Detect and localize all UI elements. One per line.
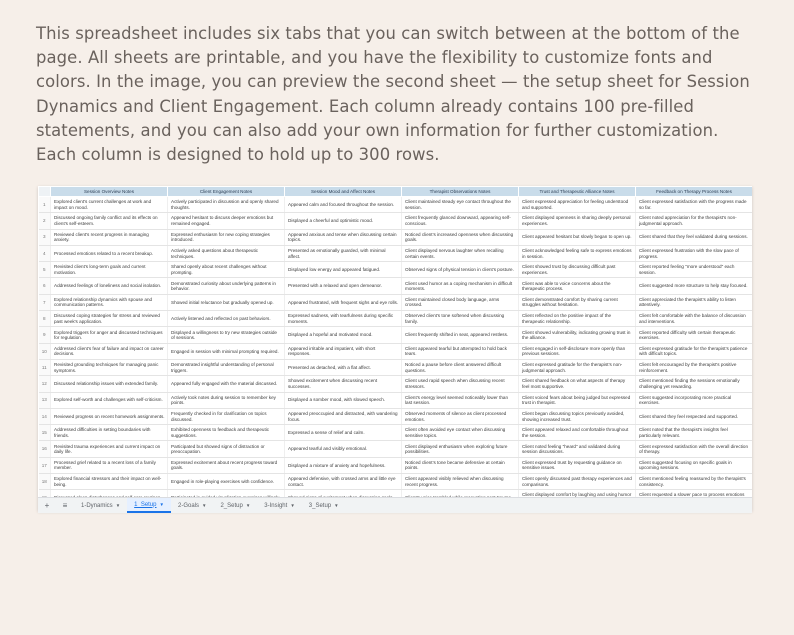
table-row — [39, 229, 753, 245]
grid-cell[interactable]: Engaged in role-playing exercises with confidence. — [168, 474, 285, 490]
grid-cell[interactable]: Client mentioned feeling reassured by the therapist's consistency. — [636, 474, 753, 490]
grid-cell[interactable]: Displayed a hopeful and motivated mood. — [285, 327, 402, 343]
grid-cell[interactable]: Addressed feelings of loneliness and social isolation. — [51, 278, 168, 294]
sheet-tab-label: 2_Setup — [220, 502, 243, 509]
dropdown-arrow-icon[interactable]: ▼ — [245, 503, 251, 508]
grid-cell[interactable]: Explored client's current challenges at work and impact on mood. — [51, 197, 168, 213]
grid-cell[interactable]: Client demonstrated comfort by sharing current struggles without hesitation. — [519, 294, 636, 310]
grid-cell[interactable]: Appeared defensive, with crossed arms and little eye contact. — [285, 474, 402, 490]
dropdown-arrow-icon[interactable]: ▼ — [202, 503, 207, 508]
grid-cell[interactable]: Client frequently shifted in seat, appeared restless. — [402, 327, 519, 343]
grid-cell[interactable]: Expressed sadness, with tearfulness during specific moments. — [285, 311, 402, 327]
grid-cell[interactable]: Processed emotions related to a recent breakup. — [51, 245, 168, 261]
row-number[interactable]: 11 — [39, 359, 51, 375]
grid-cell[interactable]: Discussed ongoing family conflict and its effects on client's self-esteem. — [51, 213, 168, 229]
grid-cell[interactable]: Client often avoided eye contact when discussing sensitive topics. — [402, 425, 519, 441]
header-row — [39, 187, 753, 197]
sheet-tab[interactable] — [171, 498, 213, 513]
grid-cell[interactable]: Appeared frustrated, with frequent sighs and eye rolls. — [285, 294, 402, 310]
grid-cell[interactable]: Client's energy level seemed noticeably lower than last session. — [402, 392, 519, 408]
grid-cell[interactable]: Actively participated in discussion and openly shared thoughts. — [168, 197, 285, 213]
grid-cell[interactable]: Client frequently glanced downward, appearing self-conscious. — [402, 213, 519, 229]
grid-cell[interactable]: Discussed relationship issues with extended family. — [51, 376, 168, 392]
grid-cell[interactable]: Client requested a slower pace to process emotions — [636, 490, 753, 506]
sheet-tab-label: 3-Insight — [264, 502, 288, 509]
grid-cell[interactable]: Addressed client's fear of failure and impact on career decisions. — [51, 343, 168, 359]
grid-cell[interactable]: Presented as detached, with a flat affect. — [285, 359, 402, 375]
grid-cell[interactable]: Client expressed frustration with the slow pace of progress. — [636, 245, 753, 261]
grid-cell[interactable]: Client was able to voice concerns about the therapeutic process. — [519, 278, 636, 294]
grid-cell[interactable]: Client expressed satisfaction with the overall direction of therapy. — [636, 441, 753, 457]
grid-cell[interactable]: Explored triggers for anger and discussed techniques for regulation. — [51, 327, 168, 343]
row-number[interactable]: 9 — [39, 327, 51, 343]
grid-cell[interactable]: Client shared they feel respected and supported. — [636, 408, 753, 424]
grid-cell[interactable]: Client maintained steady eye contact throughout the session. — [402, 197, 519, 213]
grid-cell[interactable]: Presented as emotionally guarded, with minimal affect. — [285, 245, 402, 261]
grid-cell[interactable]: Client reported feeling "more understood" each session. — [636, 262, 753, 278]
grid-cell[interactable]: Processed grief related to a recent loss of a family member. — [51, 457, 168, 473]
table-row — [39, 278, 753, 294]
grid-cell[interactable]: Client used rapid speech when discussing recent stressors. — [402, 376, 519, 392]
grid-cell[interactable]: Displayed a willingness to try new strategies outside of sessions. — [168, 327, 285, 343]
dropdown-arrow-icon[interactable]: ▼ — [334, 503, 339, 508]
grid-cell[interactable]: Discussed coping strategies for stress and reviewed past week's application. — [51, 311, 168, 327]
sheet-tab[interactable] — [257, 498, 301, 513]
grid-cell[interactable]: Appeared hesitant to discuss deeper emotions but remained engaged. — [168, 213, 285, 229]
add-sheet-icon[interactable]: + — [44, 501, 50, 510]
table-row — [39, 474, 753, 490]
sheet-tab[interactable] — [213, 498, 257, 513]
grid-cell[interactable]: Client showed vulnerability, indicating growing trust in the alliance. — [519, 327, 636, 343]
row-number[interactable]: 15 — [39, 425, 51, 441]
row-number[interactable]: 8 — [39, 311, 51, 327]
grid-cell[interactable]: Client noted appreciation for the therapist's non-judgmental approach. — [636, 213, 753, 229]
grid-cell[interactable]: Showed excitement when discussing recent successes. — [285, 376, 402, 392]
grid-cell[interactable]: Shared openly about recent challenges without prompting. — [168, 262, 285, 278]
row-number[interactable]: 10 — [39, 343, 51, 359]
sheet-tab[interactable] — [302, 498, 346, 513]
grid-cell[interactable]: Client appeared relaxed and comfortable throughout the session. — [519, 425, 636, 441]
grid-cell[interactable]: Participated but showed signs of distraction or preoccupation. — [168, 441, 285, 457]
setup-table — [38, 186, 752, 507]
grid-cell[interactable]: Appeared irritable and impatient, with short responses. — [285, 343, 402, 359]
grid-cell[interactable]: Appeared tearful and visibly emotional. — [285, 441, 402, 457]
table-row — [39, 343, 753, 359]
grid-cell[interactable]: Client expressed appreciation for feeling understood and supported. — [519, 197, 636, 213]
grid-cell[interactable]: Client felt comfortable with the balance of discussion and interventions. — [636, 311, 753, 327]
grid-cell[interactable]: Client expressed trust by requesting guidance on sensitive issues. — [519, 457, 636, 473]
grid-cell[interactable]: Expressed enthusiasm for new coping strategies introduced. — [168, 229, 285, 245]
table-row — [39, 197, 753, 213]
grid-cell[interactable]: Actively asked questions about therapeutic techniques. — [168, 245, 285, 261]
grid-cell[interactable]: Reviewed client's recent progress in managing anxiety. — [51, 229, 168, 245]
sheet-tab[interactable] — [74, 498, 127, 513]
grid-cell[interactable]: Expressed excitement about recent progress toward goals. — [168, 457, 285, 473]
grid-cell[interactable]: Client began discussing topics previously avoided, showing increased trust. — [519, 408, 636, 424]
table-row — [39, 294, 753, 310]
grid-cell[interactable]: Explored financial stressors and their impact on well-being. — [51, 474, 168, 490]
all-sheets-menu-icon[interactable]: ≡ — [62, 501, 68, 510]
grid-cell[interactable]: Client appeared tearful but attempted to hold back tears. — [402, 343, 519, 359]
grid-cell[interactable]: Demonstrated curiosity about underlying patterns in behavior. — [168, 278, 285, 294]
grid-cell[interactable]: Actively listened and reflected on past behaviors. — [168, 311, 285, 327]
grid-cell[interactable]: Client expressed satisfaction with the progress made so far. — [636, 197, 753, 213]
row-number[interactable]: 16 — [39, 441, 51, 457]
table-row — [39, 457, 753, 473]
grid-cell[interactable]: Exhibited openness to feedback and therapeutic suggestions. — [168, 425, 285, 441]
row-number[interactable]: 12 — [39, 376, 51, 392]
grid-cell[interactable]: Client noted that the therapist's insights feel particularly relevant. — [636, 425, 753, 441]
grid-cell[interactable]: Revisited trauma experiences and current impact on daily life. — [51, 441, 168, 457]
spreadsheet-grid[interactable] — [38, 186, 752, 511]
grid-cell[interactable]: Noticed a pause before client answered difficult questions. — [402, 359, 519, 375]
grid-cell[interactable]: Displayed a cheerful and optimistic mood. — [285, 213, 402, 229]
grid-cell[interactable]: Client openly discussed past therapy experiences and comparisons. — [519, 474, 636, 490]
grid-cell[interactable]: Client suggested focusing on specific goals in upcoming sessions. — [636, 457, 753, 473]
grid-cell[interactable]: Addressed difficulties in setting boundaries with friends. — [51, 425, 168, 441]
grid-cell[interactable]: Reviewed progress on recent homework assignments. — [51, 408, 168, 424]
grid-cell[interactable]: Revisited client's long-term goals and current motivation. — [51, 262, 168, 278]
grid-cell[interactable]: Engaged in session with minimal prompting required. — [168, 343, 285, 359]
grid-cell[interactable]: Revisited grounding techniques for managing panic symptoms. — [51, 359, 168, 375]
grid-cell[interactable]: Client maintained closed body language, arms crossed. — [402, 294, 519, 310]
row-number[interactable]: 3 — [39, 229, 51, 245]
row-number[interactable]: 18 — [39, 474, 51, 490]
grid-cell[interactable]: Displayed a somber mood, with slowed speech. — [285, 392, 402, 408]
grid-cell[interactable]: Frequently checked in for clarification on topics discussed. — [168, 408, 285, 424]
grid-cell[interactable]: Client noted feeling "heard" and validated during session discussions. — [519, 441, 636, 457]
sheet-tab-label: 2-Goals — [177, 502, 199, 509]
column-header[interactable]: Session Mood and Affect Notes — [285, 187, 402, 197]
row-number[interactable]: 14 — [39, 408, 51, 424]
column-header[interactable]: Trust and Therapeutic Alliance Notes — [519, 187, 636, 197]
grid-cell[interactable]: Displayed low energy and appeared fatigued. — [285, 262, 402, 278]
sheet-tab[interactable] — [127, 498, 171, 513]
table-row — [39, 359, 753, 375]
column-header[interactable]: Client Engagement Notes — [168, 187, 285, 197]
table-row — [39, 408, 753, 424]
table-row — [39, 245, 753, 261]
grid-cell[interactable]: Appeared anxious and tense when discussing certain topics. — [285, 229, 402, 245]
grid-cell[interactable]: Client engaged in self-disclosure more openly than previous sessions. — [519, 343, 636, 359]
grid-cell[interactable]: Explored relationship dynamics with spouse and communication patterns. — [51, 294, 168, 310]
grid-cell[interactable]: Client suggested more structure to help stay focused. — [636, 278, 753, 294]
table-row — [39, 392, 753, 408]
row-number[interactable]: 13 — [39, 392, 51, 408]
grid-cell[interactable]: Displayed a mixture of anxiety and hopefulness. — [285, 457, 402, 473]
grid-cell[interactable]: Client suggested incorporating more practical exercises. — [636, 392, 753, 408]
table-row — [39, 376, 753, 392]
dropdown-arrow-icon[interactable]: ▼ — [115, 503, 121, 508]
sheet-tabs — [74, 498, 346, 513]
grid-cell[interactable]: Client appreciated the therapist's ability to listen attentively. — [636, 294, 753, 310]
grid-cell[interactable]: Observed client's tone softened when discussing family. — [402, 311, 519, 327]
row-number[interactable]: 7 — [39, 294, 51, 310]
table-row — [39, 425, 753, 441]
grid-cell[interactable]: Client felt encouraged by the therapist's positive reinforcement. — [636, 359, 753, 375]
grid-cell[interactable]: Client appeared hesitant but slowly began to open up. — [519, 229, 636, 245]
grid-cell[interactable]: Client expressed gratitude for the therapist's patience with difficult topics. — [636, 343, 753, 359]
grid-cell[interactable]: Client displayed enthusiasm when exploring future possibilities. — [402, 441, 519, 457]
grid-cell[interactable]: Client expressed gratitude for the therapist's non-judgmental approach. — [519, 359, 636, 375]
table-row — [39, 262, 753, 278]
grid-cell[interactable]: Observed signs of physical tension in client's posture. — [402, 262, 519, 278]
grid-cell[interactable]: Client mentioned finding the sessions emotionally challenging yet rewarding. — [636, 376, 753, 392]
table-row — [39, 311, 753, 327]
grid-cell[interactable]: Observed moments of silence as client processed emotions. — [402, 408, 519, 424]
grid-cell[interactable]: Client acknowledged feeling safe to express emotions in session. — [519, 245, 636, 261]
sheet-tab-label: 1_Setup — [134, 501, 157, 508]
column-header[interactable]: Session Overview Notes — [51, 187, 168, 197]
row-number[interactable]: 2 — [39, 213, 51, 229]
grid-cell[interactable]: Client displayed nervous laughter when recalling certain events. — [402, 245, 519, 261]
grid-cell[interactable]: Presented with a relaxed and open demeanor. — [285, 278, 402, 294]
table-row — [39, 213, 753, 229]
grid-cell[interactable]: Explored self-worth and challenges with self-criticism. — [51, 392, 168, 408]
grid-cell[interactable]: Noticed client's increased openness when discussing goals. — [402, 229, 519, 245]
sheet-tab-bar — [38, 497, 752, 513]
row-number[interactable]: 6 — [39, 278, 51, 294]
grid-cell[interactable]: Client shared that they feel validated during sessions. — [636, 229, 753, 245]
grid-cell[interactable]: Client displayed openness in sharing deeply personal experiences. — [519, 213, 636, 229]
grid-cell[interactable]: Client voiced fears about being judged but expressed trust in therapist. — [519, 392, 636, 408]
grid-cell[interactable]: Client reported difficulty with certain therapeutic exercises. — [636, 327, 753, 343]
corner-cell[interactable] — [39, 187, 51, 197]
grid-cell[interactable]: Demonstrated insightful understanding of personal triggers. — [168, 359, 285, 375]
dropdown-arrow-icon[interactable]: ▼ — [159, 502, 164, 507]
row-number[interactable]: 4 — [39, 245, 51, 261]
table-row — [39, 327, 753, 343]
grid-cell[interactable]: Appeared preoccupied and distracted, with wandering focus. — [285, 408, 402, 424]
sheet-tab-label: 3_Setup — [308, 502, 332, 509]
grid-cell[interactable]: Actively took notes during session to remember key points. — [168, 392, 285, 408]
row-number[interactable]: 5 — [39, 262, 51, 278]
grid-cell[interactable]: Client displayed comfort by laughing and using humor — [519, 490, 636, 506]
grid-cell[interactable]: Appeared fully engaged with the material discussed. — [168, 376, 285, 392]
table-row — [39, 441, 753, 457]
grid-cell[interactable]: Client appeared visibly relieved when discussing recent progress. — [402, 474, 519, 490]
grid-cell[interactable]: Expressed a sense of relief and calm. — [285, 425, 402, 441]
grid-cell[interactable]: Client reflected on the positive impact of the therapeutic relationship. — [519, 311, 636, 327]
row-number[interactable]: 1 — [39, 197, 51, 213]
grid-cell[interactable]: Client showed trust by discussing difficult past experiences. — [519, 262, 636, 278]
sheet-tab-label: 1-Dynamics — [81, 502, 113, 509]
grid-cell[interactable]: Showed initial reluctance but gradually opened up. — [168, 294, 285, 310]
grid-cell[interactable]: Noticed client's tone became defensive at certain points. — [402, 457, 519, 473]
intro-paragraph: This spreadsheet includes six tabs that you can switch between at the bottom of the page. All sheets are printable, and you have the flexibility to customize fonts and colors. In the image, you can preview the second sheet — the setup sheet for Session Dynamics and Client Engagement. Each column already contains 100 pre-filled statements, and you can also add your own information for further customization. Each column is designed to hold up to 300 rows. — [36, 24, 750, 165]
grid-cell[interactable]: Appeared calm and focused throughout the session. — [285, 197, 402, 213]
dropdown-arrow-icon[interactable]: ▼ — [290, 503, 295, 508]
column-header[interactable]: Feedback on Therapy Process Notes — [636, 187, 753, 197]
grid-cell[interactable]: Client used humor as a coping mechanism in difficult moments. — [402, 278, 519, 294]
column-header[interactable]: Therapist Observations Notes — [402, 187, 519, 197]
grid-cell[interactable]: Client shared feedback on what aspects of therapy feel most supportive. — [519, 376, 636, 392]
row-number[interactable]: 17 — [39, 457, 51, 473]
